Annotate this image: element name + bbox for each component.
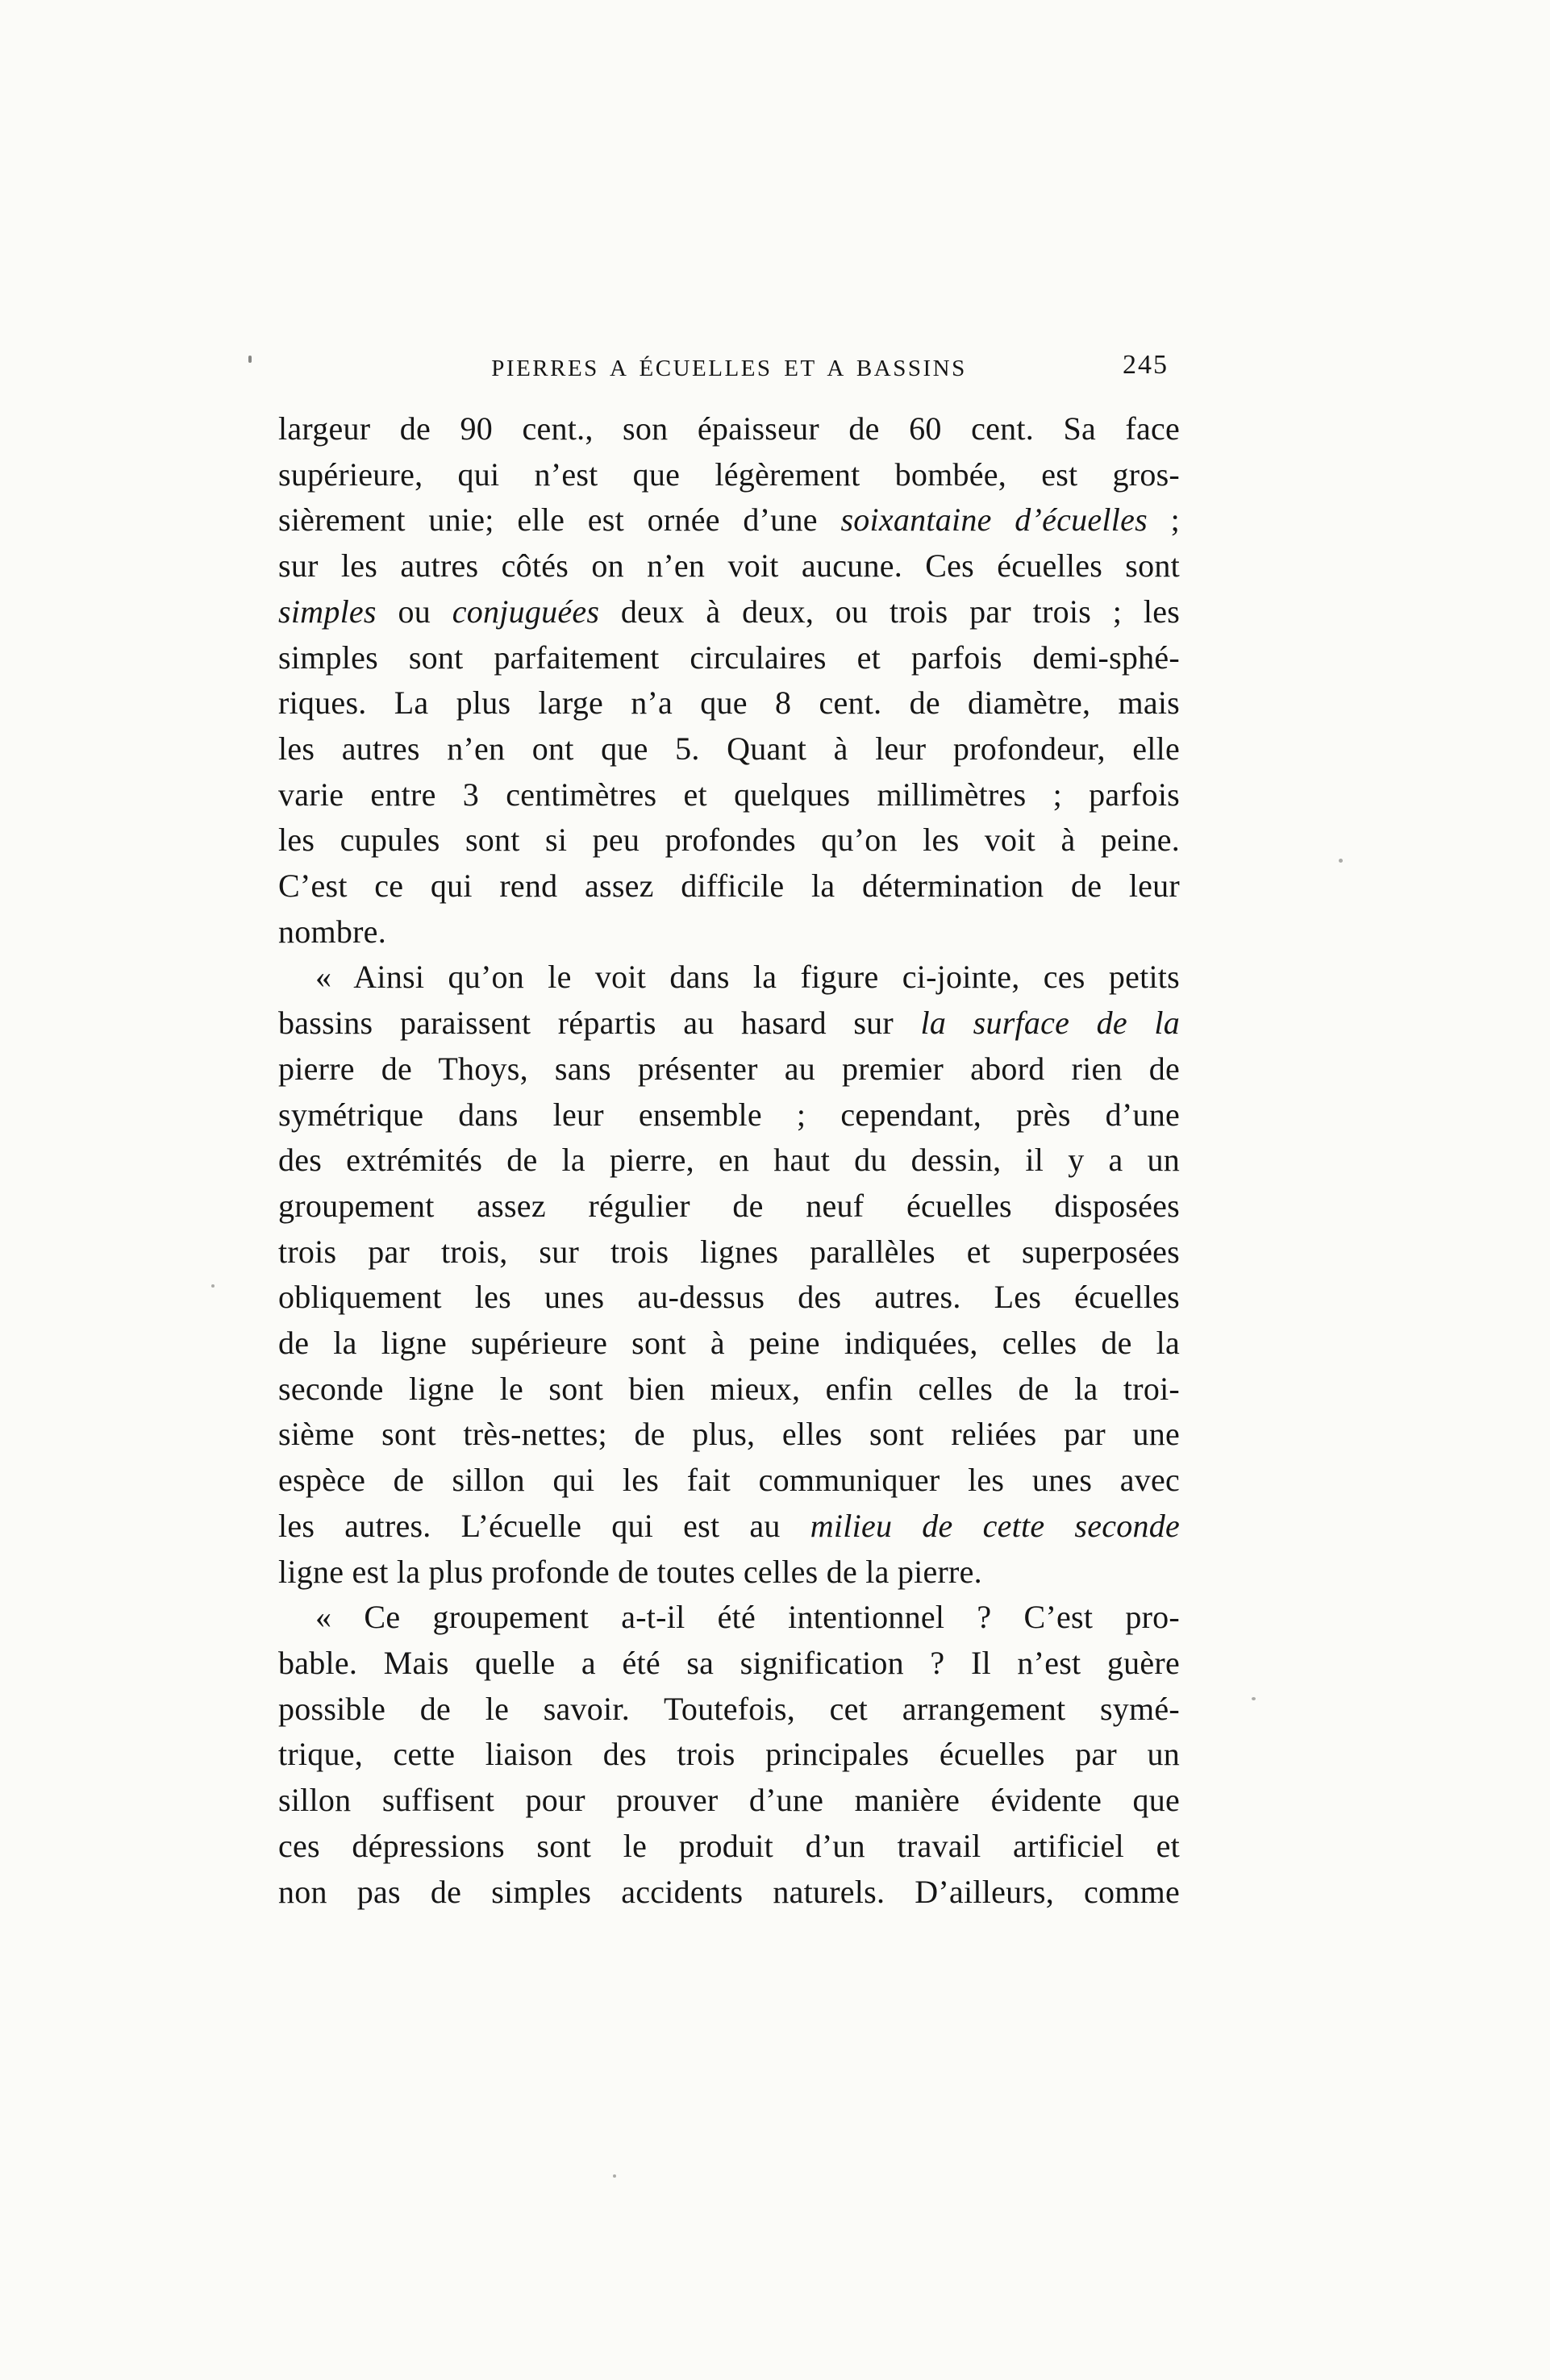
body-text: sillon suffisent pour prouver d’une manière évidente que	[278, 1782, 1180, 1819]
text-line	[278, 1046, 1180, 1092]
text-line	[278, 1504, 1180, 1550]
text-line	[278, 1092, 1180, 1138]
text-line	[278, 1595, 1180, 1641]
text-line	[278, 863, 1180, 909]
text-line	[278, 1870, 1180, 1916]
paragraph	[278, 955, 1180, 1595]
body-text: supérieure, qui n’est que légèrement bombée, est gros-	[278, 456, 1180, 493]
scan-speckle	[1252, 1697, 1256, 1700]
body-text: largeur de 90 cent., son épaisseur de 60 cent. Sa face	[278, 410, 1180, 447]
body-text: de la ligne supérieure sont à peine indiquées, celles de la	[278, 1325, 1180, 1362]
italic-phrase: simples	[278, 593, 377, 630]
body-text: les autres. L’écuelle qui est au	[278, 1507, 810, 1544]
scan-speckle	[211, 1284, 215, 1288]
body-text: simples sont parfaitement circulaires et parfois demi-sphé-	[278, 639, 1180, 676]
body-text: nombre.	[278, 913, 386, 950]
body-text: seconde ligne le sont bien mieux, enfin celles de la troi-	[278, 1370, 1180, 1407]
text-line	[278, 406, 1180, 452]
text-line	[278, 1367, 1180, 1413]
text-line	[278, 680, 1180, 726]
text-line	[278, 955, 1180, 1001]
paragraph	[278, 406, 1180, 955]
running-header	[278, 350, 1180, 385]
body-text: possible de le savoir. Toutefois, cet arrangement symé-	[278, 1690, 1180, 1727]
text-line	[278, 1138, 1180, 1184]
text-line	[278, 1824, 1180, 1870]
text-line	[278, 497, 1180, 543]
scan-speckle	[613, 2174, 616, 2178]
body-text: obliquement les unes au-dessus des autres. Les écuelles	[278, 1279, 1180, 1316]
body-text: bable. Mais quelle a été sa signification ? Il n’est guère	[278, 1644, 1180, 1681]
running-header-title: PIERRES A ÉCUELLES ET A BASSINS	[491, 356, 967, 381]
body-text: des extrémités de la pierre, en haut du dessin, il y a un	[278, 1142, 1180, 1179]
italic-phrase: milieu de cette seconde	[810, 1507, 1180, 1544]
scan-speckle	[1339, 859, 1343, 863]
body-text: deux à deux, ou trois par trois ; les	[599, 593, 1181, 630]
text-line	[278, 1230, 1180, 1275]
page-content	[278, 350, 1181, 1915]
body-text: ou	[376, 593, 452, 630]
body-text: les cupules sont si peu profondes qu’on les voit à peine.	[278, 822, 1180, 859]
text-line	[278, 635, 1180, 681]
body-text: symétrique dans leur ensemble ; cependant, près d’une	[278, 1096, 1180, 1133]
body-text: ces dépressions sont le produit d’un travail artificiel et	[278, 1827, 1180, 1864]
body-text: pierre de Thoys, sans présenter au premier abord rien de	[278, 1050, 1180, 1087]
paragraph	[278, 1595, 1180, 1915]
body-text: « Ce groupement a-t-il été intentionnel ? C’est pro-	[315, 1599, 1180, 1636]
text-line	[278, 1458, 1180, 1504]
text-line	[278, 1732, 1180, 1778]
body-text: sur les autres côtés on n’en voit aucune. Ces écuelles sont	[278, 547, 1180, 585]
text-line	[278, 1687, 1180, 1733]
body-text: groupement assez régulier de neuf écuelles disposées	[278, 1187, 1180, 1224]
body-text: ;	[1147, 501, 1180, 539]
body-text: riques. La plus large n’a que 8 cent. de diamètre, mais	[278, 684, 1180, 722]
text-line	[278, 589, 1180, 635]
text-line	[278, 772, 1180, 818]
text-line	[278, 1001, 1180, 1046]
text-line	[278, 1275, 1180, 1321]
italic-phrase: conjuguées	[452, 593, 600, 630]
text-line	[278, 1778, 1180, 1824]
body-text: espèce de sillon qui les fait communiquer les unes avec	[278, 1462, 1180, 1499]
body-text: sième sont très-nettes; de plus, elles sont reliées par une	[278, 1416, 1180, 1453]
body-text: non pas de simples accidents naturels. D’ailleurs, comme	[278, 1873, 1180, 1910]
body-text: trique, cette liaison des trois principales écuelles par un	[278, 1736, 1180, 1773]
text-line	[278, 909, 1180, 955]
body-text: ligne est la plus profonde de toutes celles de la pierre.	[278, 1553, 982, 1590]
text-line	[278, 818, 1180, 863]
text-line	[278, 1184, 1180, 1230]
body-text: les autres n’en ont que 5. Quant à leur profondeur, elle	[278, 730, 1180, 767]
scan-speckle	[248, 356, 252, 363]
body-text: varie entre 3 centimètres et quelques millimètres ; parfois	[278, 776, 1180, 813]
page-body	[278, 406, 1180, 1915]
body-text: C’est ce qui rend assez difficile la détermination de leur	[278, 868, 1180, 905]
text-line	[278, 1321, 1180, 1367]
body-text: « Ainsi qu’on le voit dans la figure ci-jointe, ces petits	[315, 959, 1180, 996]
body-text: bassins paraissent répartis au hasard sur	[278, 1005, 921, 1042]
italic-phrase: soixantaine d’écuelles	[840, 501, 1148, 539]
text-line	[278, 452, 1180, 498]
text-line	[278, 1641, 1180, 1687]
text-line	[278, 1412, 1180, 1458]
body-text: sièrement unie; elle est ornée d’une	[278, 501, 841, 539]
page-number: 245	[1123, 350, 1169, 380]
italic-phrase: la surface de la	[920, 1005, 1181, 1042]
body-text: trois par trois, sur trois lignes parallèles et superposées	[278, 1233, 1180, 1270]
text-line	[278, 1550, 1180, 1596]
text-line	[278, 726, 1180, 772]
text-line	[278, 543, 1180, 589]
